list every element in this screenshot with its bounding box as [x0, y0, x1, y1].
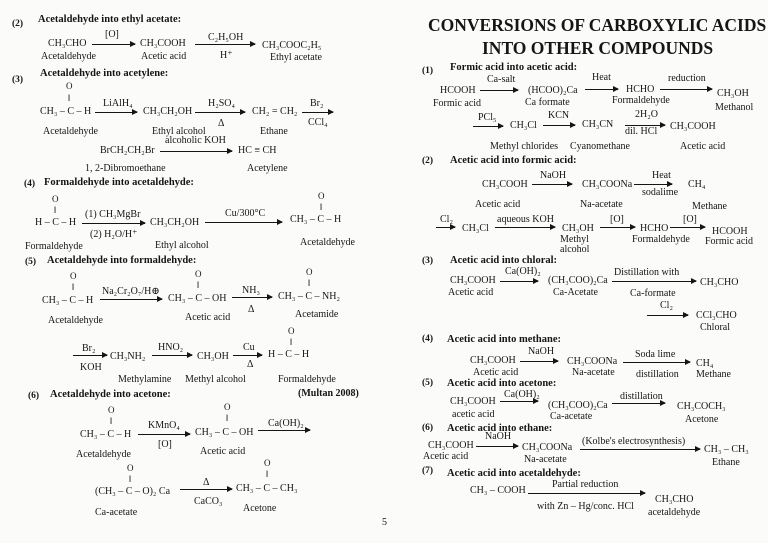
- formula-acetic-acid: Acetic acid: [185, 312, 231, 323]
- formula-ch-cl: CH₃Cl: [510, 120, 537, 131]
- reaction-arrow-icon: [232, 297, 272, 298]
- formula-acetic-acid: Acetic acid: [475, 199, 521, 210]
- formula-kolbe-s-electrosynthesis: (Kolbe's electrosynthesis): [582, 436, 686, 447]
- formula-na-acetate: Na-acetate: [580, 199, 623, 210]
- page-title-line-1: CONVERSIONS OF CARBOXYLIC ACIDS: [428, 15, 767, 35]
- reaction-arrow-icon: [473, 126, 503, 127]
- formula-ethyl-alcohol: Ethyl alcohol: [152, 126, 206, 137]
- formula-methyl-chlorides: Methyl chlorides: [490, 141, 559, 152]
- formula-ch-c-oh: CH₃ – C – OH: [195, 427, 254, 438]
- section-heading: Acetaldehyde into formaldehyde:: [47, 255, 197, 266]
- formula-ch-cho: CH₃CHO: [48, 38, 87, 49]
- reaction-arrow-icon: [612, 403, 665, 404]
- formula-acetaldehyde: Acetaldehyde: [300, 237, 355, 248]
- section-number: (1): [422, 66, 434, 76]
- formula-h-c-h: H – C – H: [35, 217, 77, 228]
- formula-acetone: Acetone: [685, 414, 719, 425]
- reaction-arrow-icon: [625, 125, 665, 126]
- formula-ca-acetate: Ca-acetate: [95, 507, 138, 518]
- reaction-arrow-icon: [302, 112, 333, 113]
- section-number: (6): [422, 423, 434, 433]
- formula-methane: Methane: [692, 201, 727, 212]
- formula-alcohol: alcohol: [560, 244, 590, 255]
- formula-naoh: NaOH: [528, 346, 555, 357]
- section-number: (3): [12, 75, 24, 85]
- reaction-arrow-icon: [500, 401, 538, 402]
- reaction-arrow-icon: [580, 449, 700, 450]
- formula-ch-cooh: CH₃COOH: [670, 121, 716, 132]
- carbonyl-oxygen: O: [66, 81, 73, 91]
- formula-o: [O]: [105, 29, 119, 40]
- formula-ch-c-h: CH₃ – C – H: [80, 429, 132, 440]
- double-bond: ‖: [308, 278, 311, 288]
- formula-ch-c-oh: CH₃ – C – OH: [168, 293, 227, 304]
- formula-pcl: PCl₅: [478, 112, 497, 123]
- formula-formic-acid: Formic acid: [433, 98, 482, 109]
- carbonyl-oxygen: O: [108, 405, 115, 415]
- reaction-arrow-icon: [528, 493, 645, 494]
- formula-ca-oh: Ca(OH)₂: [504, 389, 540, 400]
- formula-distillation: distillation: [620, 391, 663, 402]
- formula-methanol: Methanol: [715, 102, 754, 113]
- formula-ch-cho: CH₃CHO: [700, 277, 739, 288]
- reaction-arrow-icon: [476, 446, 518, 447]
- double-bond: ‖: [266, 469, 269, 479]
- formula-ch-coona: CH₃COONa: [522, 442, 573, 453]
- formula-ccl-cho: CCl₃CHO: [696, 310, 737, 321]
- carbonyl-oxygen: O: [195, 269, 202, 279]
- reaction-arrow-icon: [480, 90, 518, 91]
- section-heading: Acetic acid into chloral:: [450, 255, 558, 266]
- formula-h-c-h: H – C – H: [268, 349, 310, 360]
- formula-na-cr-o-h: Na₂Cr₂O₇/H⊕: [102, 286, 160, 297]
- formula-ccl: CCl₄: [308, 117, 328, 128]
- reaction-arrow-icon: [152, 355, 192, 356]
- section-heading: Acetic acid into methane:: [447, 334, 562, 345]
- formula-dil-hcl: dil. HCl: [625, 126, 658, 137]
- double-bond: ‖: [320, 202, 323, 212]
- formula-na-acetate: Na-acetate: [524, 454, 567, 465]
- formula-formic-acid: Formic acid: [705, 236, 754, 247]
- formula-formaldehyde: Formaldehyde: [278, 374, 336, 385]
- formula-ch-c-h: CH₃ – C – H: [290, 214, 342, 225]
- formula-o: [O]: [158, 439, 172, 450]
- formula-hcooh: HCOOH: [712, 226, 748, 237]
- formula-acetic-acid: acetic acid: [452, 409, 495, 420]
- carbonyl-oxygen: O: [318, 191, 325, 201]
- carbonyl-oxygen: O: [127, 463, 134, 473]
- formula-cu: Cu: [243, 342, 255, 353]
- formula-ch-oh: CH₃OH: [562, 223, 594, 234]
- reaction-arrow-icon: [92, 44, 135, 45]
- reaction-arrow-icon: [532, 184, 572, 185]
- formula-acetic-acid: Acetic acid: [680, 141, 726, 152]
- section-heading: Acetic acid into ethane:: [447, 423, 553, 434]
- formula-ca-oh: Ca(OH)₂: [505, 266, 541, 277]
- reaction-arrow-icon: [647, 315, 688, 316]
- formula-ch-coona: CH₃COONa: [567, 356, 618, 367]
- formula-ch-cooh: CH₃ – COOH: [470, 485, 526, 496]
- double-bond: ‖: [129, 474, 132, 484]
- reaction-arrow-icon: [160, 151, 232, 152]
- exam-reference: (Multan 2008): [298, 388, 359, 399]
- reaction-arrow-icon: [634, 184, 672, 185]
- section-number: (5): [422, 378, 434, 388]
- formula-methylamine: Methylamine: [118, 374, 172, 385]
- formula-ch-cooh: CH₃COOH: [450, 396, 496, 407]
- formula-br: Br₂: [82, 343, 96, 354]
- formula-ch-coch: CH₃COCH₃: [677, 401, 726, 412]
- formula-acetaldehyde: Acetaldehyde: [48, 315, 103, 326]
- section-heading: Acetic acid into formic acid:: [450, 155, 577, 166]
- formula-distillation: distillation: [636, 369, 679, 380]
- formula-heat: Heat: [592, 72, 611, 83]
- formula-naoh: NaOH: [485, 431, 512, 442]
- formula-symbol: Δ: [248, 304, 255, 315]
- formula-soda-lime: Soda lime: [635, 349, 676, 360]
- reaction-arrow-icon: [660, 89, 712, 90]
- double-bond: ‖: [54, 205, 57, 215]
- double-bond: ‖: [197, 280, 200, 290]
- double-bond: ‖: [110, 416, 113, 426]
- formula-c-h-oh: C₂H₅OH: [208, 32, 244, 43]
- formula-acetic-acid: Acetic acid: [423, 451, 469, 462]
- formula-ch-coona: CH₃COONa: [582, 179, 633, 190]
- formula-ethyl-acetate: Ethyl acetate: [270, 52, 322, 63]
- carbonyl-oxygen: O: [288, 326, 295, 336]
- formula-koh: KOH: [80, 362, 102, 373]
- reaction-arrow-icon: [543, 125, 575, 126]
- section-heading: Formic acid into acetic acid:: [450, 62, 578, 73]
- formula-hcho: HCHO: [640, 223, 669, 234]
- formula-symbol: Δ: [203, 477, 210, 488]
- section-heading: Acetic acid into acetaldehyde:: [447, 468, 581, 479]
- section-number: (5): [25, 257, 37, 267]
- carbonyl-oxygen: O: [264, 458, 271, 468]
- formula-acetamide: Acetamide: [295, 309, 339, 320]
- formula-ch: CH₄: [696, 358, 714, 369]
- reaction-arrow-icon: [73, 355, 107, 356]
- reaction-arrow-icon: [180, 489, 232, 490]
- formula-ca-salt: Ca-salt: [487, 74, 516, 85]
- reaction-arrow-icon: [623, 362, 690, 363]
- formula-ethyl-alcohol: Ethyl alcohol: [155, 240, 209, 251]
- page-title-line-2: INTO OTHER COMPOUNDS: [482, 38, 714, 58]
- page-number: 5: [382, 517, 387, 528]
- formula-distillation-with: Distillation with: [614, 267, 680, 278]
- carbonyl-oxygen: O: [52, 194, 59, 204]
- formula-kmno: KMnO₄: [148, 420, 180, 431]
- formula-methyl: Methyl: [560, 234, 589, 245]
- reaction-arrow-icon: [436, 227, 455, 228]
- reaction-arrow-icon: [233, 355, 262, 356]
- formula-ch-c-ch: CH₃ – C – CH₃: [236, 483, 298, 494]
- formula-h: H⁺: [220, 50, 233, 61]
- formula-ch-cooh: CH₃COOH: [428, 440, 474, 451]
- double-bond: ‖: [68, 93, 71, 103]
- formula-ca-formate: Ca formate: [525, 97, 570, 108]
- formula-aqueous-koh: aqueous KOH: [497, 214, 554, 225]
- formula-naoh: NaOH: [540, 170, 567, 181]
- section-heading: Acetaldehyde into ethyl acetate:: [38, 14, 182, 25]
- formula-formaldehyde: Formaldehyde: [612, 95, 670, 106]
- formula-cl: Cl₂: [660, 300, 673, 311]
- formula-ch-coo-ca: (CH₃COO)₂Ca: [548, 275, 608, 286]
- double-bond: ‖: [72, 282, 75, 292]
- carbonyl-oxygen: O: [70, 271, 77, 281]
- formula-hcho: HCHO: [626, 84, 655, 95]
- section-number: (4): [24, 179, 36, 189]
- formula-methane: Methane: [696, 369, 731, 380]
- formula-cu-300-c: Cu/300°C: [225, 208, 266, 219]
- formula-acetaldehyde: Acetaldehyde: [76, 449, 131, 460]
- formula-cl: Cl₂: [440, 214, 453, 225]
- formula-ch-oh: CH₃OH: [717, 88, 749, 99]
- formula-ch-ch: CH₃ – CH₃: [704, 444, 749, 455]
- formula-o: [O]: [610, 214, 624, 225]
- section-number: (2): [422, 156, 434, 166]
- formula-ch-cooh: CH₃COOH: [482, 179, 528, 190]
- section-heading: Formaldehyde into acetaldehyde:: [44, 177, 194, 188]
- formula-ch-cooh: CH₃COOH: [470, 355, 516, 366]
- formula-ch-ch: CH₂ = CH₂: [252, 106, 298, 117]
- reaction-arrow-icon: [520, 361, 558, 362]
- formula-heat: Heat: [652, 170, 671, 181]
- formula-na-acetate: Na-acetate: [572, 367, 615, 378]
- reaction-arrow-icon: [82, 223, 145, 224]
- reaction-arrow-icon: [600, 227, 635, 228]
- formula-reduction: reduction: [668, 73, 706, 84]
- formula-chloral: Chloral: [700, 322, 730, 333]
- formula-methyl-alcohol: Methyl alcohol: [185, 374, 246, 385]
- formula-hc-ch: HC ≡ CH: [238, 145, 277, 156]
- formula-kcn: KCN: [548, 110, 570, 121]
- reaction-arrow-icon: [100, 299, 162, 300]
- formula-formaldehyde: Formaldehyde: [632, 234, 690, 245]
- formula-ch-cn: CH₃CN: [582, 119, 614, 130]
- formula-1-2-dibromoethane: 1, 2-Dibromoethane: [85, 163, 166, 174]
- formula-ca-oh: Ca(OH)₂: [268, 418, 304, 429]
- formula-lialh: LiAlH₄: [103, 98, 133, 109]
- formula-ch-cooc-h: CH₃COOC₂H₅: [262, 40, 322, 51]
- reaction-arrow-icon: [495, 227, 555, 228]
- formula-symbol: Δ: [247, 359, 254, 370]
- formula-ch-c-o-ca: (CH₃ – C – O)₂ Ca: [95, 486, 171, 497]
- formula-acetaldehyde: Acetaldehyde: [41, 51, 96, 62]
- reaction-arrow-icon: [612, 281, 696, 282]
- carbonyl-oxygen: O: [306, 267, 313, 277]
- formula-h-so: H₂SO₄: [208, 98, 235, 109]
- section-number: (4): [422, 334, 434, 344]
- formula-acetaldehyde: Acetaldehyde: [43, 126, 98, 137]
- section-number: (3): [422, 256, 434, 266]
- formula-caco: CaCO₃: [194, 496, 223, 507]
- reaction-arrow-icon: [195, 44, 255, 45]
- section-number: (6): [28, 391, 40, 401]
- formula-ch-ch-oh: CH₃CH₂OH: [143, 106, 193, 117]
- formula-2h-o: 2H₂O: [635, 109, 658, 120]
- section-heading: Acetaldehyde into acetylene:: [40, 68, 169, 79]
- formula-ch-cho: CH₃CHO: [655, 494, 694, 505]
- formula-ch: CH₄: [688, 179, 706, 190]
- reaction-arrow-icon: [195, 112, 245, 113]
- section-number: (7): [422, 466, 434, 476]
- reaction-arrow-icon: [585, 89, 618, 90]
- formula-ethane: Ethane: [260, 126, 288, 137]
- formula-acetic-acid: Acetic acid: [448, 287, 494, 298]
- formula-acetic-acid: Acetic acid: [473, 367, 519, 378]
- formula-ethane: Ethane: [712, 457, 740, 468]
- section-heading: Acetic acid into acetone:: [447, 378, 557, 389]
- formula-sodalime: sodalime: [642, 187, 679, 198]
- formula-o: [O]: [683, 214, 697, 225]
- reaction-arrow-icon: [205, 222, 282, 223]
- formula-acetic-acid: Acetic acid: [200, 446, 246, 457]
- formula-symbol: Δ: [218, 118, 225, 129]
- formula-ca-formate: Ca-formate: [630, 288, 676, 299]
- formula-hcooh: HCOOH: [440, 85, 476, 96]
- reaction-arrow-icon: [500, 281, 538, 282]
- formula-formaldehyde: Formaldehyde: [25, 241, 83, 252]
- formula-2-h-o-h: (2) H₂O/H⁺: [90, 229, 138, 240]
- formula-ch-c-h: CH₃ – C – H: [42, 295, 94, 306]
- formula-cyanomethane: Cyanomethane: [570, 141, 630, 152]
- formula-alcoholic-koh: alcoholic KOH: [165, 135, 226, 146]
- carbonyl-oxygen: O: [224, 402, 231, 412]
- formula-hno: HNO₂: [158, 342, 184, 353]
- formula-nh: NH₃: [242, 285, 260, 296]
- formula-1-ch-mgbr: (1) CH₃MgBr: [85, 209, 141, 220]
- formula-acetaldehyde: acetaldehyde: [648, 507, 701, 518]
- formula-acetylene: Acetylene: [247, 163, 288, 174]
- formula-br: Br₂: [310, 98, 324, 109]
- double-bond: ‖: [290, 337, 293, 347]
- formula-hcoo-ca: (HCOO)₂Ca: [528, 85, 578, 96]
- formula-ca-acetate: Ca-acetate: [550, 411, 593, 422]
- double-bond: ‖: [226, 413, 229, 423]
- formula-ch-nh: CH₃NH₂: [110, 351, 146, 362]
- formula-ch-ch-oh: CH₃CH₂OH: [150, 217, 200, 228]
- formula-ch-c-h: CH₃ – C – H: [40, 106, 92, 117]
- formula-partial-reduction: Partial reduction: [552, 479, 619, 490]
- formula-ch-c-nh: CH₃ – C – NH₂: [278, 291, 340, 302]
- formula-ch-cooh: CH₃COOH: [450, 275, 496, 286]
- reaction-arrow-icon: [258, 430, 310, 431]
- reaction-arrow-icon: [138, 434, 190, 435]
- formula-ca-acetate: Ca-Acetate: [553, 287, 598, 298]
- formula-ch-cl: CH₃Cl: [462, 223, 489, 234]
- reaction-arrow-icon: [670, 227, 705, 228]
- formula-ch-oh: CH₃OH: [197, 351, 229, 362]
- formula-with-zn-hg-conc-hcl: with Zn – Hg/conc. HCl: [537, 501, 634, 512]
- formula-acetic-acid: Acetic acid: [141, 51, 187, 62]
- reaction-arrow-icon: [95, 112, 137, 113]
- formula-acetone: Acetone: [243, 503, 277, 514]
- formula-ch-coo-ca: (CH₃COO)₂Ca: [548, 400, 608, 411]
- formula-ch-cooh: CH₃COOH: [140, 38, 186, 49]
- section-heading: Acetaldehyde into acetone:: [50, 389, 171, 400]
- section-number: (2): [12, 19, 24, 29]
- formula-brch-ch-br: BrCH₂CH₂Br: [100, 145, 155, 156]
